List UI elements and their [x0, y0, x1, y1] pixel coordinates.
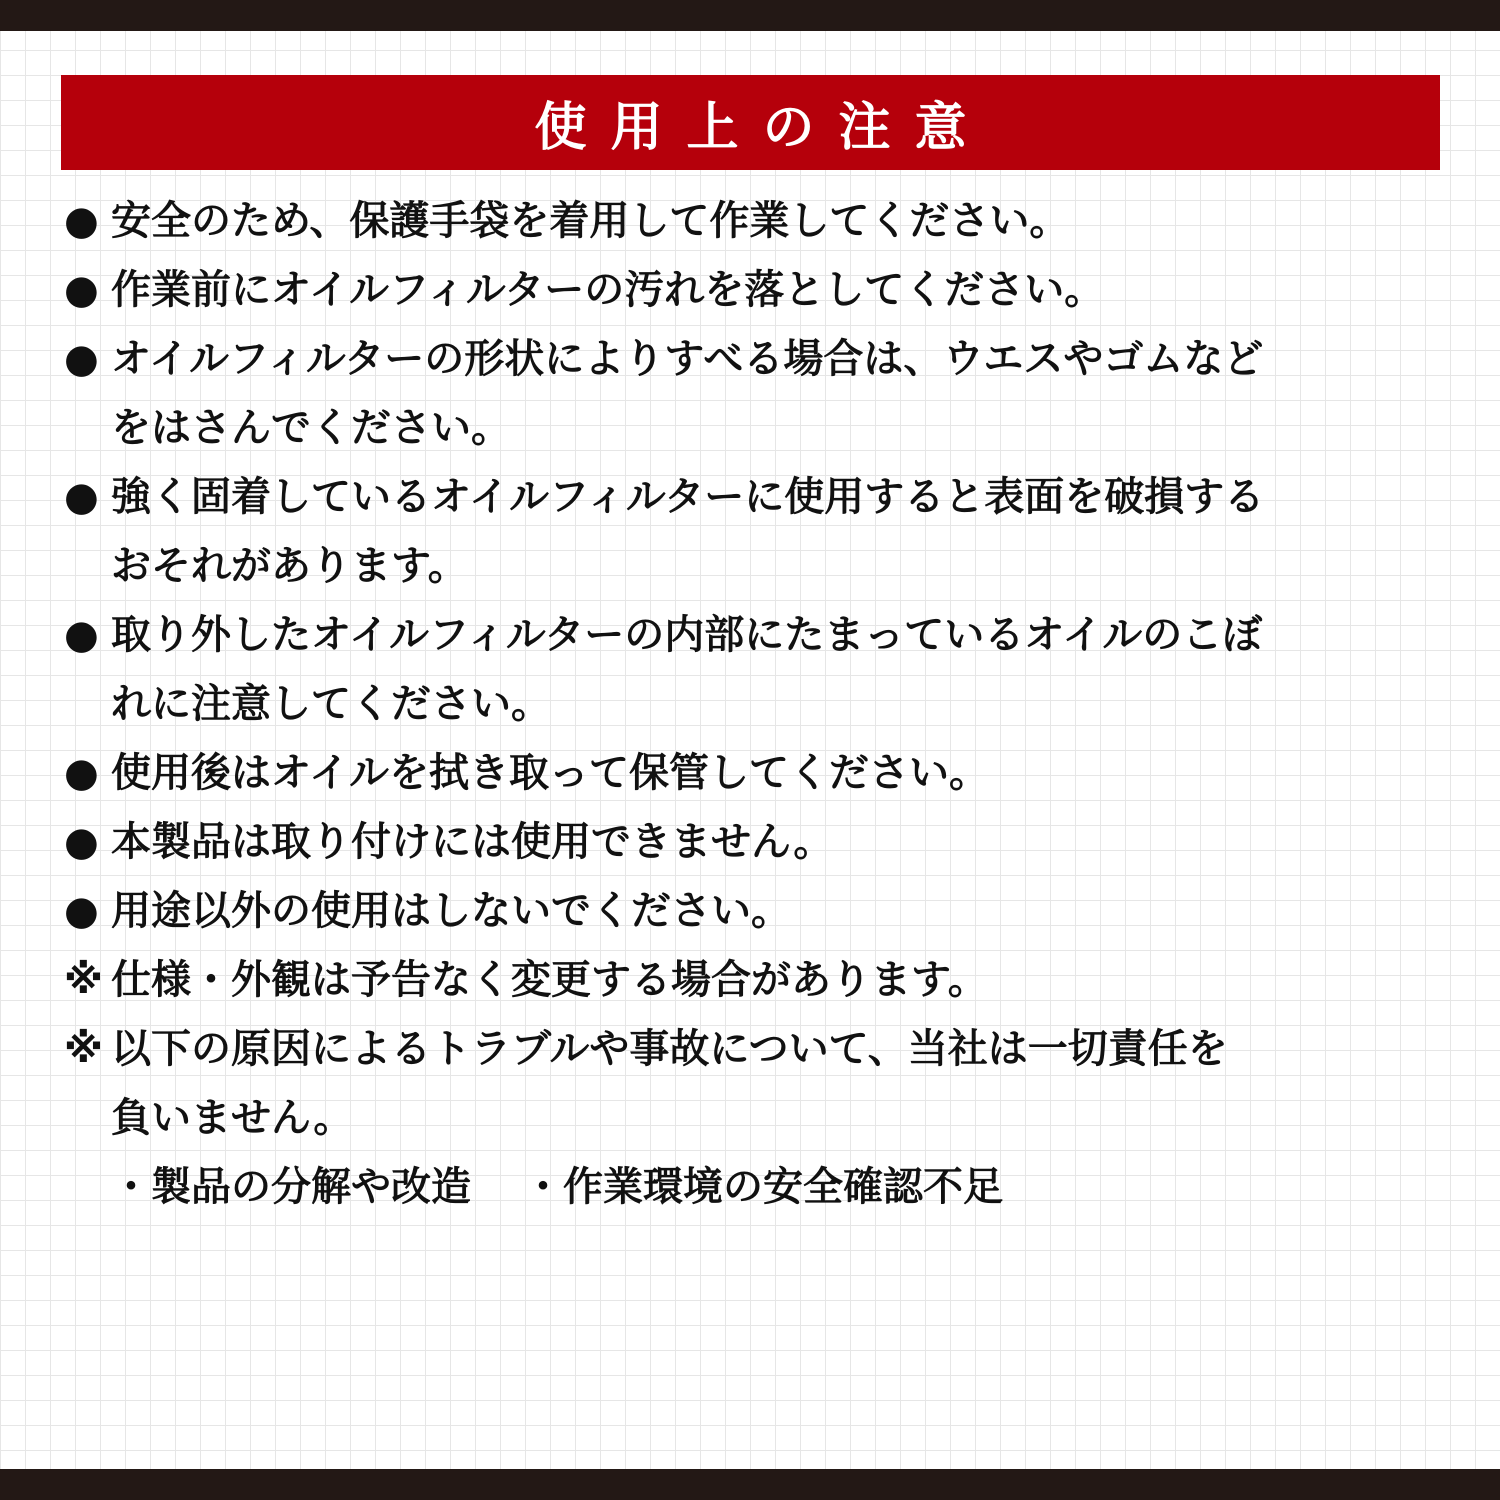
note-item: [64, 325, 1464, 463]
notes-list: [64, 187, 1464, 1222]
note-item: [64, 256, 1464, 325]
disclaimer-item: [64, 1015, 1464, 1153]
reference-mark: ※: [64, 957, 103, 1003]
bullet-mark: ●: [64, 612, 99, 658]
bullet-mark: ●: [64, 888, 99, 934]
title-banner: [61, 75, 1440, 170]
cause-list: [64, 1153, 1464, 1222]
note-text-continued: おそれがあります。: [111, 543, 468, 589]
note-text: 作業前にオイルフィルターの汚れを落としてください。: [111, 267, 1105, 313]
note-item: [64, 877, 1464, 946]
note-text: 取り外したオイルフィルターの内部にたまっているオイルのこぼ: [111, 612, 1263, 658]
disclaimer-text: 仕様・外観は予告なく変更する場合があります。: [111, 957, 988, 1003]
note-item: [64, 739, 1464, 808]
bullet-mark: ●: [64, 336, 99, 382]
note-item: [64, 601, 1464, 739]
disclaimer-text: 以下の原因によるトラブルや事故について、当社は一切責任を: [111, 1026, 1228, 1072]
bullet-mark: ●: [64, 267, 99, 313]
disclaimer-item: [64, 946, 1464, 1015]
note-text: 使用後はオイルを拭き取って保管してください。: [111, 750, 989, 796]
bullet-mark: ●: [64, 198, 99, 244]
page-title: 使用上の注意: [534, 98, 991, 158]
cause-item: ・製品の分解や改造: [111, 1164, 471, 1210]
note-text-continued: をはさんでください。: [111, 405, 511, 451]
bottom-bar: [0, 1469, 1500, 1500]
note-item: [64, 463, 1464, 601]
bullet-mark: ●: [64, 819, 99, 865]
note-text: 用途以外の使用はしないでください。: [111, 888, 791, 934]
top-bar: [0, 0, 1500, 31]
bullet-mark: ●: [64, 474, 99, 520]
note-text: 安全のため、保護手袋を着用して作業してください。: [111, 198, 1070, 244]
reference-mark: ※: [64, 1026, 103, 1072]
note-text: オイルフィルターの形状によりすべる場合は、ウエスやゴムなど: [111, 336, 1264, 382]
note-text-continued: れに注意してください。: [111, 681, 551, 727]
disclaimer-text-continued: 負いません。: [111, 1095, 354, 1141]
note-text: 本製品は取り付けには使用できません。: [111, 819, 834, 865]
bullet-mark: ●: [64, 750, 99, 796]
cause-item: ・作業環境の安全確認不足: [523, 1164, 1003, 1210]
note-item: [64, 187, 1464, 256]
note-text: 強く固着しているオイルフィルターに使用すると表面を破損する: [111, 474, 1265, 520]
note-item: [64, 808, 1464, 877]
